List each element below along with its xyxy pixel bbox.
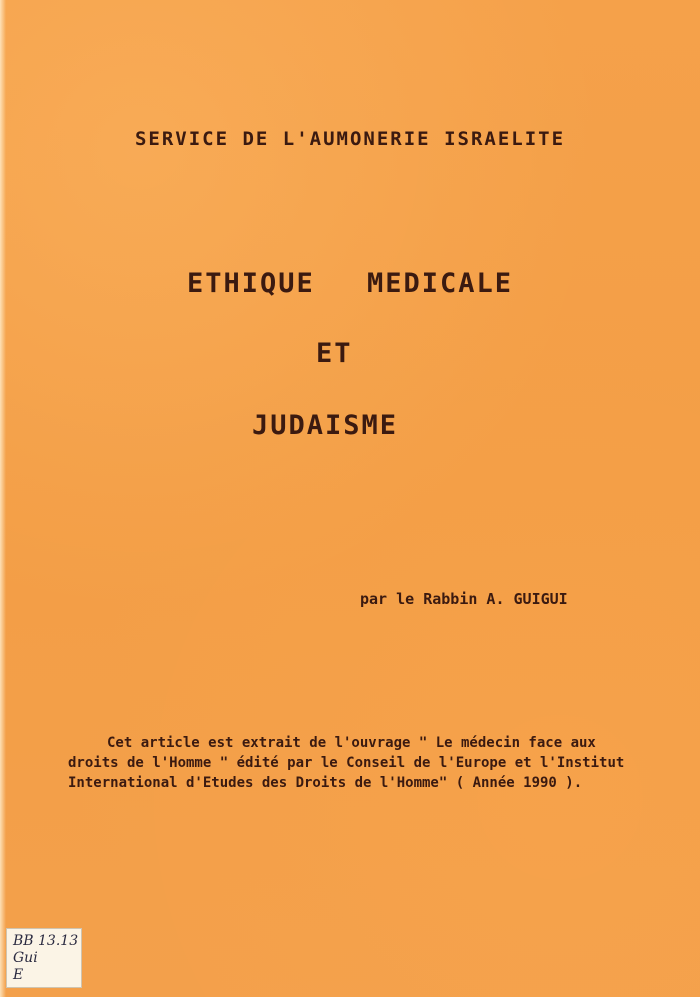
- title-line-1: ETHIQUE MEDICALE: [186, 268, 514, 299]
- call-number-line-2: Gui: [13, 950, 38, 966]
- source-note-line-2: droits de l'Homme " édité par le Conseil de l'Europe et l'Institut: [68, 755, 625, 771]
- author-line: par le Rabbin A. GUIGUI: [360, 590, 568, 608]
- source-note: [68, 733, 628, 793]
- source-note-line-1: Cet article est extrait de l'ouvrage " Le médecin face aux: [107, 735, 596, 751]
- title-line-3: JUDAISME: [252, 410, 399, 441]
- organization-heading: SERVICE DE L'AUMONERIE ISRAELITE: [134, 128, 566, 150]
- source-note-line-3: International d'Etudes des Droits de l'Homme" ( Année 1990 ).: [68, 775, 583, 791]
- call-number-label: [6, 928, 82, 988]
- call-number-line-3: E: [13, 967, 24, 983]
- call-number-line-1: BB 13.13: [13, 933, 79, 949]
- title-line-2: ET: [316, 338, 353, 369]
